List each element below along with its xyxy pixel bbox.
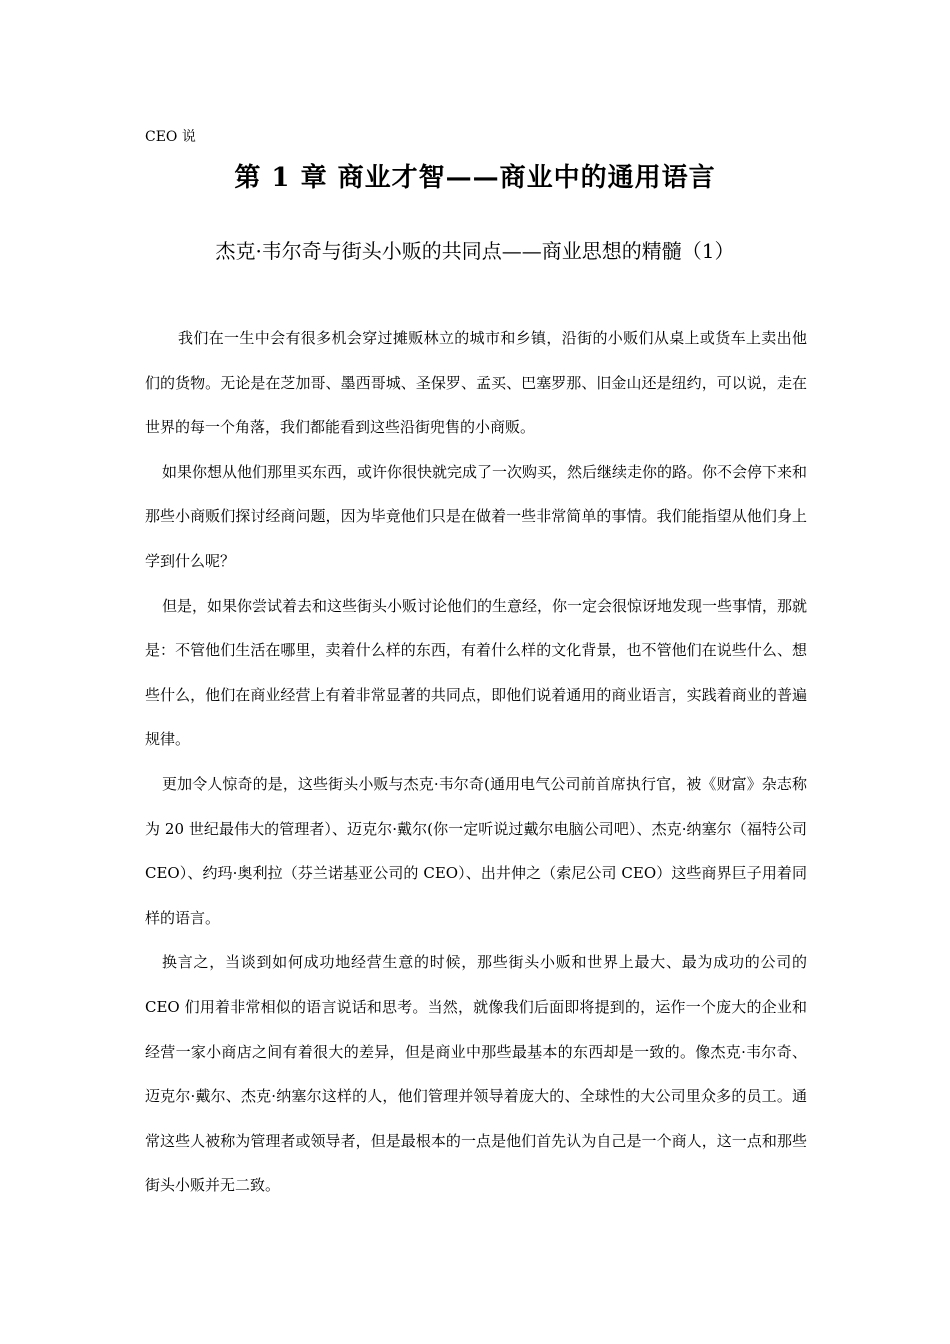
chapter-title: 第 1 章 商业才智——商业中的通用语言 xyxy=(234,163,716,193)
paragraph-1: 我们在一生中会有很多机会穿过摊贩林立的城市和乡镇，沿街的小贩们从桌上或货车上卖出他们的货物。无论是在芝加哥、墨西哥城、圣保罗、孟买、巴塞罗那、旧金山还是纽约，可以说，走在世界的每一个角落，我们都能看到这些沿街兜售的小商贩。 xyxy=(145,329,807,437)
body-text xyxy=(145,316,807,1208)
section-title: 杰克·韦尔奇与街头小贩的共同点——商业思想的精髓（1） xyxy=(215,239,735,263)
paragraph-3: 但是，如果你尝试着去和这些街头小贩讨论他们的生意经，你一定会很惊讶地发现一些事情，那就是：不管他们生活在哪里，卖着什么样的东西，有着什么样的文化背景，也不管他们在说些什么、想些什么，他们在商业经营上有着非常显著的共同点，即他们说着通用的商业语言，实践着商业的普遍规律。 xyxy=(145,596,808,749)
paragraph-5: 换言之，当谈到如何成功地经营生意的时候，那些街头小贩和世界上最大、最为成功的公司的 CEO 们用着非常相似的语言说话和思考。当然，就像我们后面即将提到的，运作一个庞大的企业和经营一家小商店之间有着很大的差异，但是商业中那些最基本的东西却是一致的。像杰克·韦尔奇、迈克尔·戴尔、杰克·纳塞尔这样的人，他们管理并领导着庞大的、全球性的大公司里众多的员工。通常这些人被称为管理者或领导者，但是最根本的一点是他们首先认为自己是一个商人，这一点和那些街头小贩并无二致。 xyxy=(145,953,807,1195)
header-label: CEO 说 xyxy=(145,129,196,145)
paragraph-4: 更加令人惊奇的是，这些街头小贩与杰克·韦尔奇(通用电气公司前首席执行官，被《财富》杂志称为 20 世纪最伟大的管理者）、迈克尔·戴尔(你一定听说过戴尔电脑公司吧）、杰克·纳塞尔（福特公司 CEO）、约玛·奥利拉（芬兰诺基亚公司的 CEO）、出井伸之（索尼公司 CEO）这些商界巨子用着同样的语言。 xyxy=(145,774,807,927)
paragraph-2: 如果你想从他们那里买东西，或许你很快就完成了一次购买，然后继续走你的路。你不会停下来和那些小商贩们探讨经商问题，因为毕竟他们只是在做着一些非常简单的事情。我们能指望从他们身上学到什么呢？ xyxy=(145,462,808,570)
